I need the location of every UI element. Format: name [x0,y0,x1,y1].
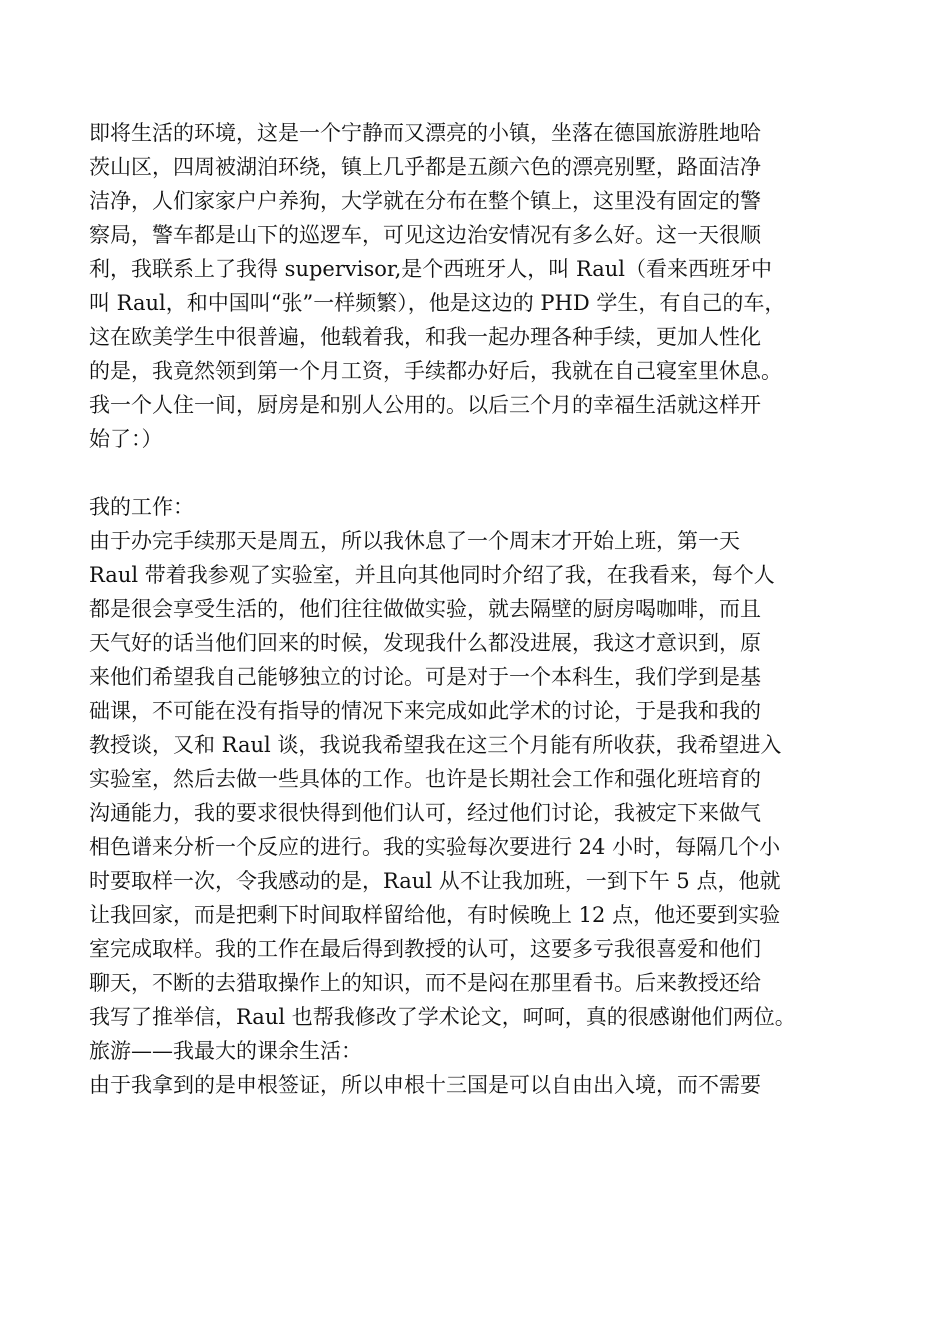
text-line: 利，我联系上了我得 supervisor,是个西班牙人，叫 Raul（看来西班牙中 [89,257,773,281]
paragraph-spacer [89,456,889,490]
text-line: 的是，我竟然领到第一个月工资，手续都办好后，我就在自己寝室里休息。 [89,359,782,383]
text-line: 实验室，然后去做一些具体的工作。也许是长期社会工作和强化班培育的 [89,767,761,791]
text-line: 由于办完手续那天是周五，所以我休息了一个周末才开始上班，第一天 [89,529,740,553]
text-line: 来他们希望我自己能够独立的讨论。可是对于一个本科生，我们学到是基 [89,665,761,689]
section-heading-travel: 旅游——我最大的课余生活： [89,1039,362,1063]
text-line: 我一个人住一间，厨房是和别人公用的。以后三个月的幸福生活就这样开 [89,393,761,417]
text-line: 始了：） [89,427,163,451]
text-line: 茨山区，四周被湖泊环绕，镇上几乎都是五颜六色的漂亮别墅，路面洁净 [89,155,761,179]
text-line: 我写了推举信，Raul 也帮我修改了学术论文，呵呵，真的很感谢他们两位。 [89,1005,796,1029]
section-heading-work: 我的工作： [89,495,194,519]
text-line: 室完成取样。我的工作在最后得到教授的认可，这要多亏我很喜爱和他们 [89,937,761,961]
text-line: 让我回家，而是把剩下时间取样留给他，有时候晚上 12 点，他还要到实验 [89,903,781,927]
text-line: 即将生活的环境，这是一个宁静而又漂亮的小镇，坐落在德国旅游胜地哈 [89,121,761,145]
paragraph-environment [89,116,889,456]
text-line: 察局，警车都是山下的巡逻车，可见这边治安情况有多么好。这一天很顺 [89,223,761,247]
text-line: 都是很会享受生活的，他们往往做做实验，就去隔壁的厨房喝咖啡，而且 [89,597,761,621]
text-line: 洁净，人们家家户户养狗，大学就在分布在整个镇上，这里没有固定的警 [89,189,761,213]
text-line: Raul 带着我参观了实验室，并且向其他同时介绍了我，在我看来，每个人 [89,563,775,587]
text-line: 相色谱来分析一个反应的进行。我的实验每次要进行 24 小时，每隔几个小 [89,835,781,859]
text-line: 教授谈，又和 Raul 谈，我说我希望我在这三个月能有所收获，我希望进入 [89,733,782,757]
paragraph-work [89,524,889,1034]
text-line: 由于我拿到的是申根签证，所以申根十三国是可以自由出入境，而不需要 [89,1073,761,1097]
text-line: 天气好的话当他们回来的时候，发现我什么都没进展，我这才意识到，原 [89,631,761,655]
text-line: 聊天，不断的去猎取操作上的知识，而不是闷在那里看书。后来教授还给 [89,971,761,995]
text-line: 这在欧美学生中很普遍，他载着我，和我一起办理各种手续，更加人性化 [89,325,761,349]
text-line: 沟通能力，我的要求很快得到他们认可，经过他们讨论，我被定下来做气 [89,801,761,825]
document-page [89,116,889,1102]
text-line: 础课，不可能在没有指导的情况下来完成如此学术的讨论，于是我和我的 [89,699,761,723]
text-line: 叫 Raul，和中国叫“张”一样频繁），他是这边的 PHD 学生，有自己的车， [89,291,786,315]
text-line: 时要取样一次，令我感动的是，Raul 从不让我加班，一到下午 5 点，他就 [89,869,781,893]
paragraph-travel [89,1068,889,1102]
